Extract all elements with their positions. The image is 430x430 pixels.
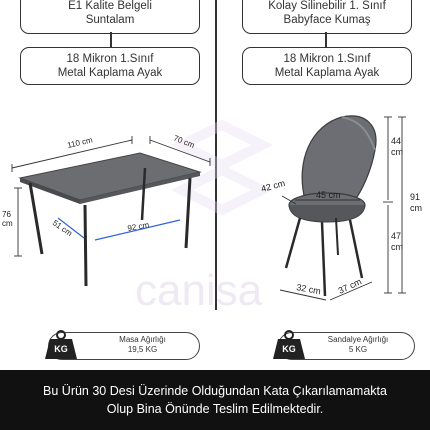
feature-text: Metal Kaplama Ayak (274, 67, 380, 79)
table-leg (85, 205, 86, 286)
delivery-notice-line2: Olup Bina Önünde Teslim Edilmektedir. (106, 402, 324, 416)
feature-text: 18 Mikron 1.Sınıf (66, 53, 154, 65)
delivery-notice-line1: Bu Ürün 30 Desi Üzerinde Olduğundan Kata Çıkarılamamakta (43, 384, 387, 398)
chair-seat-height-label: 47 (391, 231, 402, 241)
feature-text: E1 Kalite Belgeli (68, 0, 152, 12)
chair-weight-text (308, 335, 408, 355)
chair-back-height-unit: cm (391, 147, 403, 157)
chair-seat-depth-label: 42 cm (259, 177, 287, 194)
feature-text: Metal Kaplama Ayak (57, 67, 163, 79)
chair-leg (350, 220, 362, 278)
chair-leg (322, 222, 325, 296)
chair-total-height-label: 91 (410, 192, 421, 202)
feature-text: Suntalam (85, 14, 135, 26)
chair-back-height-label: 44 (391, 136, 402, 146)
chair-leg (286, 218, 300, 268)
kg-badge-text: KG (54, 344, 68, 354)
chair-base-width-label: 32 cm (295, 282, 322, 297)
kg-badge-text: KG (282, 344, 296, 354)
chair-total-height-unit: cm (410, 203, 422, 213)
feature-text: Kolay Silinebilir 1. Sınıf (268, 0, 386, 12)
table-length-label: 110 cm (66, 135, 94, 150)
watermark-text: canisa (135, 266, 263, 315)
delivery-notice (0, 370, 430, 430)
table-leg-width-label: 51 cm (50, 218, 74, 239)
table-weight-value: 19,5 KG (127, 345, 158, 354)
chair-seat-width-label: 45 cm (316, 190, 341, 200)
table-height-unit: cm (2, 219, 13, 228)
table-leg-length-label: 92 cm (126, 220, 150, 233)
watermark-logo (182, 125, 262, 210)
chair-weight-label: Sandalye Ağırlığı (327, 335, 389, 344)
table-height-label: 76 (2, 210, 11, 219)
table-weight-text (95, 335, 190, 355)
feature-text: 18 Mikron 1.Sınıf (283, 53, 371, 65)
feature-text: Babyface Kumaş (283, 14, 371, 26)
chair-weight-value: 5 KG (348, 345, 368, 354)
table-leg (30, 183, 42, 254)
chair-drawing (286, 116, 376, 296)
table-width-label: 70 cm (172, 133, 196, 151)
chair-leg (336, 218, 338, 255)
chair-backrest (302, 116, 376, 200)
table-weight-label: Masa Ağırlığı (119, 335, 166, 344)
chair-seat-height-unit: cm (391, 242, 403, 252)
chair-base-depth-label: 37 cm (336, 276, 364, 296)
